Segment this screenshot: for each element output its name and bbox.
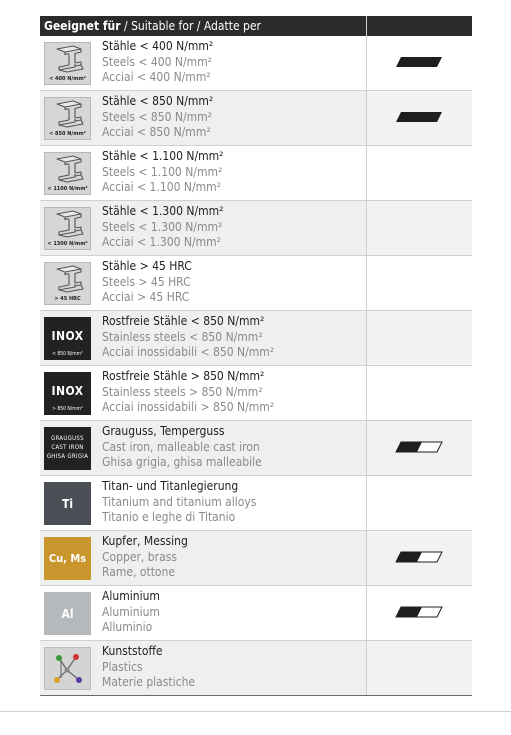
material-text [102,259,192,306]
inox-icon [44,372,91,415]
material-name-en: Aluminium [102,604,160,619]
rating-cell [366,531,472,585]
inox-icon [44,317,91,360]
material-name-en: Cast iron, malleable cast iron [102,439,260,454]
icon-line: GHISA GRIGIA [46,453,89,460]
material-text [102,204,224,251]
rating-cell [366,641,472,695]
steel-beam-icon [44,42,91,85]
titanium-icon: Ti [44,482,91,525]
material-text [102,39,213,86]
material-text [102,589,160,636]
material-name-de: Rostfreie Stähle < 850 N/mm² [102,314,265,328]
material-name-de: Stähle < 850 N/mm² [102,94,214,108]
header-title-rest: / Suitable for / Adatte per [120,19,261,33]
material-name-it: Materie plastiche [102,675,196,689]
material-text [102,314,274,361]
table-row [40,91,472,146]
rating-cell [366,311,472,365]
table-row [40,201,472,256]
icon-label: > 850 N/mm² [52,406,83,412]
material-name-de: Grauguss, Temperguss [102,424,225,438]
suitability-table [40,16,472,696]
material-text [102,149,224,196]
steel-beam-icon [44,262,91,305]
footer-divider [0,711,511,712]
table-row [40,421,472,476]
material-name-de: Stähle > 45 HRC [102,259,192,273]
icon-line: CAST IRON [51,444,84,451]
table-row [40,36,472,91]
material-name-it: Acciai inossidabili < 850 N/mm² [102,345,275,359]
suitability-partial-indicator [395,551,443,563]
material-text [102,534,188,581]
material-name-de: Stähle < 1.300 N/mm² [102,204,224,218]
material-name-de: Rostfreie Stähle > 850 N/mm² [102,369,265,383]
material-name-en: Titanium and titanium alloys [102,494,257,509]
icon-line: GRAUGUSS [51,435,84,442]
rating-cell [366,201,472,255]
material-text [102,369,274,416]
material-name-de: Kupfer, Messing [102,534,188,548]
rating-cell [366,146,472,200]
material-name-it: Acciai inossidabili > 850 N/mm² [102,400,275,414]
material-name-it: Rame, ottone [102,565,176,579]
material-text [102,424,262,471]
table-row [40,366,472,421]
icon-title: INOX [51,384,84,398]
table-row [40,476,472,531]
material-name-it: Acciai < 1.300 N/mm² [102,235,221,249]
material-name-it: Alluminio [102,620,153,634]
cast-iron-icon [44,427,91,470]
material-name-de: Kunststoffe [102,644,163,658]
rating-cell [366,586,472,640]
header-rating-column [366,16,472,36]
material-name-en: Steels < 1.100 N/mm² [102,164,223,179]
copper-icon: Cu, Ms [44,537,91,580]
material-name-en: Steels > 45 HRC [102,274,191,289]
material-name-en: Copper, brass [102,549,177,564]
rating-cell [366,366,472,420]
material-name-en: Steels < 400 N/mm² [102,54,213,69]
table-row [40,256,472,311]
table-row [40,586,472,641]
icon-label: < 1300 N/mm² [47,241,88,247]
material-name-it: Titanio e leghe di Titanio [102,510,236,524]
aluminium-icon: Al [44,592,91,635]
steel-beam-icon [44,152,91,195]
material-text [102,644,195,691]
material-name-it: Acciai < 850 N/mm² [102,125,211,139]
material-name-it: Acciai < 400 N/mm² [102,70,211,84]
material-text [102,479,256,526]
table-row [40,641,472,696]
table-row [40,311,472,366]
material-name-en: Steels < 850 N/mm² [102,109,213,124]
material-text [102,94,213,141]
header-title-bold: Geeignet für [44,19,121,33]
material-name-en: Stainless steels < 850 N/mm² [102,329,263,344]
icon-label: < 850 N/mm² [49,131,86,137]
suitability-full-indicator [395,111,443,123]
icon-label: < 850 N/mm² [52,351,83,357]
material-name-it: Ghisa grigia, ghisa malleabile [102,455,262,469]
icon-label: > 45 HRC [54,296,81,302]
table-row [40,146,472,201]
table-row [40,531,472,586]
table-header [40,16,472,36]
material-name-de: Aluminium [102,589,160,603]
rating-cell [366,36,472,90]
material-name-de: Titan- und Titanlegierung [102,479,239,493]
suitability-partial-indicator [395,606,443,618]
header-title [40,19,261,33]
rating-cell [366,256,472,310]
material-name-it: Acciai > 45 HRC [102,290,190,304]
steel-beam-icon [44,207,91,250]
suitability-full-indicator [395,56,443,68]
icon-label: < 1100 N/mm² [47,186,88,192]
rating-cell [366,91,472,145]
material-name-en: Steels < 1.300 N/mm² [102,219,223,234]
material-name-de: Stähle < 1.100 N/mm² [102,149,224,163]
material-name-de: Stähle < 400 N/mm² [102,39,214,53]
icon-label: < 400 N/mm² [49,76,86,82]
rating-cell [366,476,472,530]
icon-title: INOX [51,329,84,343]
steel-beam-icon [44,97,91,140]
material-name-en: Stainless steels > 850 N/mm² [102,384,263,399]
suitability-partial-indicator [395,441,443,453]
material-name-en: Plastics [102,659,143,674]
rating-cell [366,421,472,475]
plastics-molecule-icon [44,647,91,690]
material-name-it: Acciai < 1.100 N/mm² [102,180,221,194]
